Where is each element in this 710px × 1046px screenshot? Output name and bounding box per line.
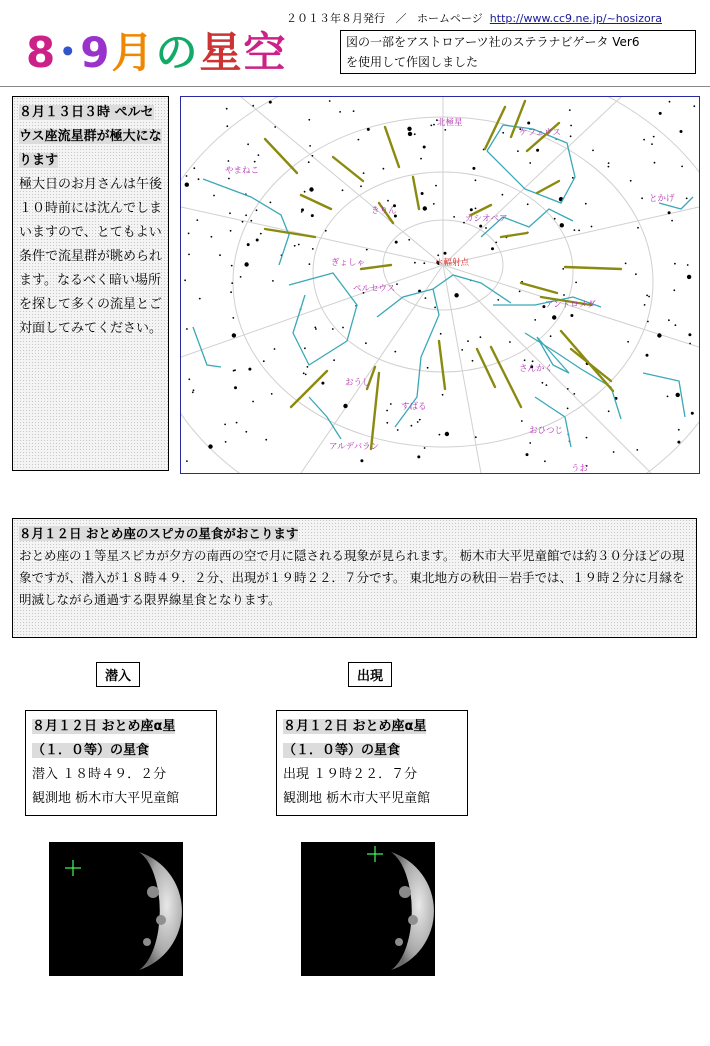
perseids-box <box>12 96 169 471</box>
constellation-taurus <box>193 327 221 367</box>
star-dot <box>208 444 212 448</box>
star-dot <box>229 212 231 214</box>
star-dot <box>329 100 331 102</box>
star-dot <box>260 233 262 235</box>
constellation-labels <box>225 117 675 473</box>
star-dot <box>542 382 544 384</box>
star-dot <box>529 162 531 164</box>
ingress-moon-image <box>49 842 183 976</box>
star-dot <box>230 291 232 293</box>
star-dot <box>271 393 273 395</box>
star-dot <box>395 241 398 244</box>
star-dot <box>461 349 463 351</box>
star-dot <box>644 304 646 306</box>
star-dot <box>298 244 300 246</box>
star-dot <box>427 367 429 369</box>
star-dot <box>445 432 449 436</box>
star-dot <box>272 280 274 282</box>
star-dot <box>417 421 419 423</box>
credit-line-1: 図の一部をアストロアーツ社のステラナビゲータ Ver6 <box>346 35 640 49</box>
constellation-perseus-b <box>433 275 511 303</box>
star-dot <box>691 412 694 415</box>
spica-body: おとめ座の１等星スピカが夕方の南西の空で月に隠される現象が見られます。 栃木市大平児童館では約３０分ほどの現象ですが、潜入が１８時４９．２分、出現が１９時２２．７分です。 東北地方の秋田－岩手では、１９時２分に月縁を明滅しながら通過する限界線星食となります。 <box>19 548 685 607</box>
star-dot <box>417 455 420 458</box>
star-dot <box>667 396 669 398</box>
star-dot <box>397 429 399 431</box>
star-dot <box>186 175 188 177</box>
label-andromeda: アンドロメダ <box>545 300 596 310</box>
homepage-label: ホームページ <box>417 12 483 25</box>
star-dot <box>226 125 228 127</box>
star-dot <box>419 419 421 421</box>
spica-heading: ８月１２日 おとめ座のスピカの星食がおこります <box>19 526 299 541</box>
star-dot <box>301 211 303 213</box>
star-dot <box>567 408 569 410</box>
star-dot <box>367 128 370 131</box>
label-lynx: やまねこ <box>225 166 260 176</box>
star-dot <box>188 254 190 256</box>
separator: ／ <box>395 12 407 25</box>
star-dot <box>613 451 615 453</box>
title-char: 月 <box>111 28 156 77</box>
label-cassiopeia: カシオペア <box>465 214 508 224</box>
label-polaris: 北極星 <box>437 118 463 128</box>
spica-box <box>12 518 697 638</box>
star-dot <box>408 239 410 241</box>
star-dot <box>269 101 272 104</box>
ingress-title-1: ８月１２日 おとめ座α星 <box>32 719 176 734</box>
star-dot <box>308 119 310 121</box>
ingress-label: 潜入 <box>96 662 140 687</box>
star-dot <box>363 172 365 174</box>
star-dot <box>627 341 629 343</box>
star-dot <box>213 195 215 197</box>
star-dot <box>636 449 638 451</box>
star-map <box>180 96 700 474</box>
star-dot <box>552 315 556 319</box>
star-dot <box>527 203 529 205</box>
star-dot <box>519 291 521 293</box>
star-dot <box>668 211 671 214</box>
moon-crescent-icon <box>49 842 183 976</box>
star-dot <box>444 252 447 255</box>
star-dot <box>248 368 251 371</box>
star-dot <box>236 422 238 424</box>
star-dot <box>307 366 309 368</box>
star-dot <box>574 229 576 231</box>
star-dot <box>625 263 627 265</box>
star-dot <box>332 328 334 330</box>
star-dot <box>608 162 610 164</box>
egress-moon-image <box>301 842 435 976</box>
star-dot <box>648 296 650 298</box>
star-dot <box>333 359 335 361</box>
star-dot <box>219 254 221 256</box>
star-dot <box>502 194 504 196</box>
title-char: の <box>155 28 200 77</box>
star-dot <box>193 167 195 169</box>
star-dot <box>657 333 661 337</box>
star-dot <box>421 192 424 195</box>
star-dot <box>252 401 254 403</box>
label-aldebaran: アルデバラン <box>329 442 380 452</box>
star-dot <box>414 133 416 135</box>
star-dot <box>254 161 256 163</box>
star-dot <box>573 393 575 395</box>
star-dot <box>659 112 662 115</box>
homepage-link[interactable]: http://www.cc9.ne.jp/~hosizora <box>489 12 662 25</box>
perseids-body: 極大日のお月さんは午後１０時前には沈んでしまいますので、とてもよい条件で流星群が眺められます。なるべく暗い場所を探して多くの流星とご対面してみてください。 <box>19 177 163 336</box>
star-dot <box>256 239 259 242</box>
star-dot <box>315 328 317 330</box>
page-title <box>26 20 288 80</box>
star-dot <box>228 160 230 162</box>
star-dot <box>198 178 200 180</box>
star-dot <box>635 273 637 275</box>
egress-time: 出現 １９時２２．７分 <box>283 767 418 782</box>
star-dot <box>394 351 396 353</box>
star-dot <box>308 161 310 163</box>
star-dot <box>674 263 676 265</box>
star-dot <box>247 143 249 145</box>
star-dot <box>232 317 234 319</box>
star-dot <box>569 109 571 111</box>
star-dot <box>230 230 232 232</box>
star-dot <box>693 105 695 107</box>
star-dot <box>527 122 530 125</box>
label-radiant: ＊輻射点 <box>435 258 470 268</box>
star-dot <box>544 460 546 462</box>
star-dot <box>578 230 580 232</box>
star-dot <box>502 132 504 134</box>
star-dot <box>353 110 355 112</box>
title-char: 星 <box>199 28 244 77</box>
star-dot <box>342 189 344 191</box>
issue-date: ２０１３年８月発行 <box>286 12 385 25</box>
star-dot <box>546 384 548 386</box>
star-dot <box>536 149 539 152</box>
star-dot <box>554 218 556 220</box>
star-dot <box>681 166 683 168</box>
star-dot <box>491 247 494 250</box>
star-dot <box>256 209 258 211</box>
star-dot <box>424 447 426 449</box>
star-dot <box>366 249 368 251</box>
ingress-title-2: （１．０等）の星食 <box>32 743 150 758</box>
star-dot <box>407 127 411 131</box>
egress-info-box <box>276 710 468 816</box>
title-char: ･ <box>57 28 81 77</box>
star-dot <box>453 216 455 218</box>
star-dot <box>228 178 230 180</box>
star-dot <box>199 298 201 300</box>
star-dot <box>305 374 307 376</box>
star-dot <box>567 388 569 390</box>
star-dot <box>309 263 311 265</box>
star-dot <box>673 289 675 291</box>
star-dot <box>475 208 477 210</box>
star-dot <box>472 167 475 170</box>
star-dot <box>550 335 552 337</box>
star-dot <box>641 197 643 199</box>
star-dot <box>193 389 195 391</box>
star-dot <box>585 203 587 205</box>
label-triangulum: さんかく <box>519 364 554 374</box>
star-dot <box>678 429 680 431</box>
star-dot <box>245 214 247 216</box>
star-dot <box>647 321 649 323</box>
star-dot <box>570 314 573 317</box>
header-meta <box>286 10 662 26</box>
star-dot <box>686 198 688 200</box>
star-dot <box>509 341 511 343</box>
star-dot <box>343 404 347 408</box>
star-dot <box>423 262 425 264</box>
star-dot <box>301 208 304 211</box>
star-dot <box>575 282 577 284</box>
label-pisces: うお <box>571 464 589 473</box>
star-dot <box>653 136 655 138</box>
star-dot <box>532 360 534 362</box>
star-dot <box>231 282 233 284</box>
star-dot <box>211 236 213 238</box>
label-aries: おひつじ <box>529 426 564 436</box>
star-dot <box>425 297 427 299</box>
star-dot <box>485 227 487 229</box>
star-dot <box>675 324 677 326</box>
star-dot <box>188 233 190 235</box>
coordinate-grid <box>181 97 699 473</box>
star-dot <box>497 299 499 301</box>
star-dot <box>687 275 691 279</box>
star-dot <box>250 220 252 222</box>
star-dot <box>258 154 260 156</box>
star-dot <box>232 333 236 337</box>
star-dot <box>270 202 272 204</box>
star-dot <box>420 158 422 160</box>
spica-egress-marker-icon <box>367 846 383 862</box>
star-dot <box>231 265 233 267</box>
star-dot <box>184 279 186 281</box>
star-dot <box>475 436 477 438</box>
egress-place: 観測地 栃木市大平児童館 <box>283 791 431 806</box>
star-dot <box>688 333 691 336</box>
star-dot <box>586 437 588 439</box>
star-dot <box>572 177 574 179</box>
star-dot <box>630 180 632 182</box>
star-dot <box>304 191 306 193</box>
star-dot <box>495 242 497 244</box>
star-dot <box>242 221 244 223</box>
constellation-lynx <box>203 179 289 265</box>
star-dot <box>226 108 228 110</box>
star-dot <box>529 442 531 444</box>
star-dot <box>562 268 564 270</box>
label-auriga: ぎょしゃ <box>331 258 366 268</box>
star-dot <box>303 372 305 374</box>
star-dot <box>240 276 242 278</box>
star-dot <box>263 360 265 362</box>
star-dot <box>186 460 188 462</box>
star-dot <box>651 143 653 145</box>
egress-title-2: （１．０等）の星食 <box>283 743 401 758</box>
star-dot <box>192 391 194 393</box>
ingress-time: 潜入 １８時４９．２分 <box>32 767 167 782</box>
star-dot <box>360 185 362 187</box>
star-dot <box>479 225 482 228</box>
star-dot <box>467 340 469 342</box>
star-dot <box>454 293 458 297</box>
star-dot <box>244 262 248 266</box>
star-dot <box>396 283 398 285</box>
star-dot <box>196 219 198 221</box>
star-dot <box>274 126 276 128</box>
star-dot <box>408 132 412 136</box>
star-dot <box>517 150 519 152</box>
star-dot <box>646 354 649 357</box>
star-map-svg <box>181 97 699 473</box>
star-dot <box>314 327 316 329</box>
star-dot <box>386 422 388 424</box>
star-dot <box>591 226 593 228</box>
star-dot <box>304 347 306 349</box>
star-dot <box>309 187 313 191</box>
star-dot <box>643 139 645 141</box>
header-divider <box>0 86 710 87</box>
star-dot <box>608 410 610 412</box>
star-dot <box>437 254 439 256</box>
star-dot <box>434 307 436 309</box>
star-dot <box>560 223 564 227</box>
star-dot <box>470 208 473 211</box>
star-dot <box>433 124 435 126</box>
star-dot <box>294 245 296 247</box>
ingress-place: 観測地 栃木市大平児童館 <box>32 791 180 806</box>
star-dot <box>680 130 683 133</box>
star-dot <box>312 248 314 250</box>
star-dot <box>524 359 526 361</box>
star-dot <box>442 394 444 396</box>
star-dot <box>423 146 426 149</box>
star-dot <box>225 441 227 443</box>
star-dot <box>671 220 673 222</box>
credit-box <box>340 30 696 74</box>
star-dot <box>435 185 437 187</box>
label-cepheus: ケフェウス <box>519 128 561 138</box>
star-dot <box>439 434 441 436</box>
ingress-info-box <box>25 710 217 816</box>
star-dot <box>186 328 188 330</box>
label-lacerta: とかげ <box>649 194 675 204</box>
star-dot <box>312 155 314 157</box>
star-dot <box>677 441 680 444</box>
star-dot <box>360 459 363 462</box>
title-char: 9 <box>80 28 112 77</box>
star-dot <box>247 243 250 246</box>
star-dot <box>386 410 388 412</box>
star-dot <box>480 336 482 338</box>
egress-label: 出現 <box>348 662 392 687</box>
star-dot <box>245 431 247 433</box>
star-dot <box>188 378 190 380</box>
constellation-auriga <box>289 273 357 365</box>
star-dot <box>224 424 226 426</box>
star-dot <box>444 129 446 131</box>
label-pleiades: すばる <box>401 402 427 412</box>
star-dot <box>472 360 474 362</box>
star-dot <box>608 166 610 168</box>
star-dot <box>689 343 691 345</box>
perseids-heading: ８月１３日３時 ペルセウス座流星群が極大になります <box>19 105 162 168</box>
star-dot <box>311 214 314 217</box>
star-dot <box>390 403 392 405</box>
star-dot <box>637 227 639 229</box>
star-dot <box>668 319 670 321</box>
star-dot <box>265 439 267 441</box>
star-dot <box>234 369 236 371</box>
star-dot <box>234 386 237 389</box>
constellation-aries <box>535 397 571 447</box>
star-dot <box>570 125 572 127</box>
label-perseus: ペルセウス <box>353 284 396 294</box>
star-dot <box>423 206 427 210</box>
star-dot <box>358 139 360 141</box>
star-dot <box>433 203 435 205</box>
spica-ingress-marker-icon <box>65 860 81 876</box>
credit-line-2: を使用して作図しました <box>346 55 479 69</box>
star-dot <box>430 125 432 127</box>
label-giraffe: きりん <box>371 206 397 216</box>
star-dot <box>687 264 689 266</box>
star-dot <box>534 319 536 321</box>
star-dot <box>383 168 385 170</box>
title-char: 空 <box>243 28 288 77</box>
star-dot <box>252 105 254 107</box>
label-taurus: おうし <box>345 378 371 388</box>
star-dot <box>646 295 648 297</box>
star-dot <box>365 342 367 344</box>
star-dot <box>185 183 189 187</box>
moon-crescent-icon <box>301 842 435 976</box>
star-dot <box>563 294 565 296</box>
star-dot <box>475 179 477 181</box>
egress-title-1: ８月１２日 おとめ座α星 <box>283 719 427 734</box>
star-dot <box>521 420 523 422</box>
star-dot <box>309 145 311 147</box>
star-dot <box>440 333 442 335</box>
star-dot <box>342 327 344 329</box>
star-dot <box>339 111 341 113</box>
star-dot <box>526 453 529 456</box>
star-dot <box>411 425 413 427</box>
star-dot <box>387 200 389 202</box>
star-dot <box>325 230 327 232</box>
star-dot <box>669 101 671 103</box>
title-char: 8 <box>26 28 58 77</box>
star-dot <box>321 382 324 385</box>
star-dot <box>654 162 656 164</box>
star-dot <box>570 135 572 137</box>
star-dot <box>274 348 276 350</box>
star-dot <box>414 262 416 264</box>
star-dot <box>676 393 680 397</box>
star-dot <box>592 150 594 152</box>
